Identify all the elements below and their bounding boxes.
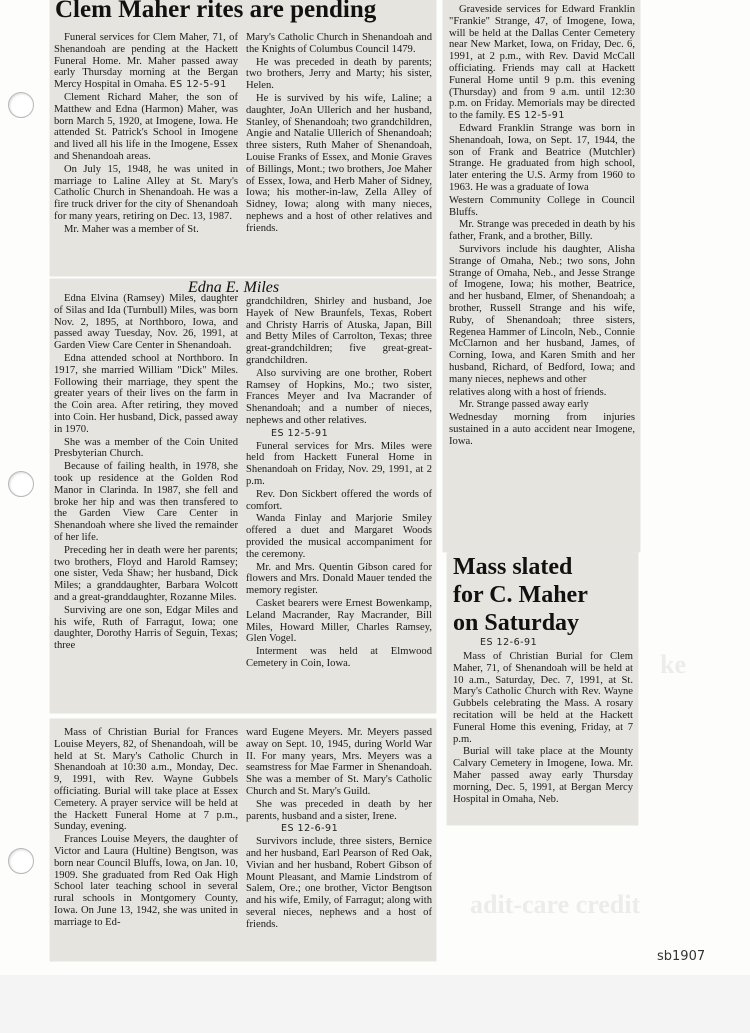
paragraph: Edna Elvina (Ramsey) Miles, daughter of Silas and Ida (Turnbull) Miles, was born Nov. 2, 1895, at Northboro, Iowa, and passed away Tuesday, Nov. 26, 1991, at Garden View Care Center in Shenandoah. (54, 293, 238, 352)
clipping-clem-maher-rites (50, 0, 436, 276)
paragraph: Casket bearers were Ernest Bowenkamp, Leland Macrander, Ray Macrander, Bill Miles, Howard Miller, Charles Ramsey, Glen Vogel. (246, 597, 432, 645)
handwritten-date-note-row (246, 428, 432, 440)
paragraph: She was preceded in death by her parents, husband and a sister, Irene. (246, 798, 432, 822)
clipping-strange (443, 0, 640, 552)
clipping-edna-miles (50, 279, 436, 713)
edna-column-2 (246, 296, 432, 671)
paragraph: Funeral services for Clem Maher, 71, of Shenandoah are pending at the Hackett Funeral Home. Mr. Maher passed away early Thursday morning at the Bergan Mercy Hospital in Omaha. ES 12-5-91 (54, 32, 238, 91)
paragraph: Funeral services for Mrs. Miles were held from Hackett Funeral Home in Shenandoah on Friday, Nov. 29, 1991, at 2 p.m. (246, 440, 432, 487)
paragraph: Mr. Strange was preceded in death by his father, Frank, and a brother, Billy. (449, 219, 635, 243)
clipping-mass-slated (447, 553, 638, 825)
binder-hole-middle (8, 471, 34, 497)
paragraph: She was a member of the Coin United Presbyterian Church. (54, 436, 238, 460)
paragraph: He was preceded in death by parents; two brothers, Jerry and Marty; his sister, Helen. (246, 56, 432, 92)
paragraph: Mary's Catholic Church in Shenandoah and the Knights of Columbus Council 1479. (246, 32, 432, 55)
handwritten-date-note: ES 12-5-91 (169, 79, 227, 91)
paragraph: Frances Louise Meyers, the daughter of Victor and Laura (Hultine) Bengtson, was born near Council Bluffs, Iowa, on Jan. 10, 1909. She graduated from Red Oak High School later teaching school in several rural schools in Montgomery County, Iowa. On June 13, 1942, she was united in marriage to Ed- (54, 834, 238, 928)
binder-hole-top (8, 92, 34, 118)
handwritten-date-note: ES 12-5-91 (271, 427, 329, 439)
paragraph: Also surviving are one brother, Robert Ramsey of Hopkins, Mo.; two sister, Frances Meyer and Iva Macrander of Shenandoah; and a number of nieces, nephews and other relatives. (246, 367, 432, 426)
bleed-through-text: adit-care credit (470, 890, 641, 919)
headline-clem-maher: Clem Maher rites are pending (55, 0, 377, 23)
paragraph: Wednesday morning from injuries sustained in a auto accident near Imogene, Iowa. (449, 412, 635, 447)
edna-column-1 (54, 293, 238, 653)
paragraph: Western Community College in Council Bluffs. (449, 194, 635, 218)
paragraph: Graveside services for Edward Franklin "Frankie" Strange, 47, of Imogene, Iowa, will be held at the Dallas Center Cemetery near New Market, Iowa, on Friday, Dec. 6, 1991, at 2 p.m., with Rev. David McCall officiating. Friends may call at Hackett Funeral Home until 9 p.m. this evening (Thursday) and from 9 a.m. until 12:30 p.m. on Friday. Memorials may be directed to the family. ES 12-5-91 (449, 4, 635, 122)
clem-maher-column-2 (246, 32, 432, 236)
paragraph: Wanda Finlay and Marjorie Smiley offered a duet and Margaret Woods provided the musical accompaniment for the ceremony. (246, 513, 432, 560)
headline-line: for C. Maher (453, 582, 588, 608)
headline-mass-slated (453, 553, 588, 637)
page-id-handwritten: sb1907 (657, 949, 706, 964)
paragraph: He is survived by his wife, Laline; a daughter, JoAn Ullerich and her husband, Stanley, of Shenandoah; two grandchildren, Angie and Natalie Ullerich of Shenandoah; three sisters, Ruth Maher of Shenandoah, Louise Franks of Essex, and Monie Graves of Billings, Mont.; two brothers, Joe Maher of Essex, Iowa, and Herb Maher of Sidney, Iowa; his mother-in-law, Zella Alley of Sidney, Iowa; along with many nieces, nephews and a host of other relatives and friends. (246, 92, 432, 234)
paragraph: Clement Richard Maher, the son of Matthew and Edna (Harmon) Maher, was born March 5, 1920, at Imogene, Iowa. He attended St. Patrick's School in Imogene and lived all his life in the Imogene, Essex and Shenandoah areas. (54, 91, 238, 162)
paragraph: Survivors include, three sisters, Bernice and her husband, Earl Pearson of Red Oak, Vivian and her husband, Robert Gibson of Mount Pleasant, and Mamie Lindstrom of Salem, Ore.; one brother, Victor Bengtson and his wife, Emily, of Farragut; along with several nieces, nephews and a host of friends. (246, 836, 432, 930)
paragraph: relatives along with a host of friends. (449, 386, 607, 398)
bleed-through-text: ke (660, 650, 686, 679)
handwritten-date-note: ES 12-6-91 (480, 637, 538, 648)
paragraph: Mr. and Mrs. Quentin Gibson cared for flowers and Mrs. Donald Mauer tended the memory register. (246, 561, 432, 597)
paragraph: On July 15, 1948, he was united in marriage to Laline Alley at St. Mary's Catholic Church in Shenandoah. He was a fire truck driver for the city of Shenandoah for many years, retiring on Dec. 13, 1987. (54, 163, 238, 222)
strange-column (449, 4, 635, 448)
paragraph: Mr. Strange passed away early (459, 399, 589, 411)
handwritten-date-note: ES 12-6-91 (281, 823, 339, 835)
paragraph: Survivors include his daughter, Alisha Strange of Omaha, Neb.; two sons, John Strange of Omaha, Neb., and Jesse Strange of Imogene, Iowa; his mother, Beatrice, and her husband, Elmer, of Shenandoah; a brother, Russell Strange and his wife, Ruby, of Shenandoah; three sisters, Regenea Hammer of Lincoln, Neb., Connie McClarnon and her husband, James, of Corning, Iowa, and Karen Smith and her husband, Richard, of Bedford, Iowa; and many nieces, nephews and other (449, 243, 635, 385)
binder-hole-bottom (8, 848, 34, 874)
paragraph: Mass of Christian Burial for Clem Maher, 71, of Shenandoah will be held at 10 a.m., Saturday, Dec. 7, 1991, at St. Mary's Catholic Church with Rev. Wayne Gubbels celebrating the Mass. A rosary recitation will be held at the Hackett Funeral Home this evening, Friday, at 7 p.m. (453, 651, 633, 745)
meyers-column-2 (246, 727, 432, 932)
paragraph: Edna attended school at Northboro. In 1917, she married William "Dick" Miles. Following their marriage, they spent the greater years of their lives on the farm in the Coin area. After retiring, they moved into Coin. Her husband, Dick, passed away in 1970. (54, 352, 238, 435)
paragraph: ward Eugene Meyers. Mr. Meyers passed away on Sept. 10, 1945, during World War II. For many years, Mrs. Meyers was a seamstress for Mae Farmer in Shenandoah. She was a member of St. Mary's Catholic Church and St. Mary's Guild. (246, 727, 432, 797)
scan-bottom-margin (0, 975, 750, 1033)
paragraph: Preceding her in death were her parents; two brothers, Floyd and Harold Ramsey; one sister, Veda Shaw; her husband, Dick Miles; a granddaughter, Barbara Wolcott and a great-granddaughter, Rozanne Miles. (54, 544, 238, 603)
paragraph: Rev. Don Sickbert offered the words of comfort. (246, 488, 432, 512)
meyers-column-1 (54, 727, 238, 930)
clipping-meyers (50, 719, 436, 961)
mass-column (453, 651, 633, 806)
paragraph: Interment was held at Elmwood Cemetery in Coin, Iowa. (246, 646, 432, 669)
paragraph: Edward Franklin Strange was born in Shenandoah, Iowa, on Sept. 17, 1944, the son of Frank and Beatrice (Mutchler) Strange. He graduated from high school, later entering the U.S. Army from 1960 to 1963. He was a graduate of Iowa (449, 122, 635, 193)
clem-maher-column-1 (54, 32, 238, 237)
paragraph: grandchildren, Shirley and husband, Joe Hayek of New Braunfels, Texas, Robert and Christy Harris of Atuska, Japan, Bill and Betty Miles of Carrolton, Texas; three great-grandchildren; five great-great-grandchildren. (246, 296, 432, 366)
headline-line: on Saturday (453, 610, 580, 636)
paragraph: Mr. Maher was a member of St. (64, 223, 199, 235)
handwritten-date-note-row (246, 823, 432, 835)
paragraph: Burial will take place at the Mounty Calvary Cemetery in Imogene, Iowa. Mr. Maher passed away early Thursday morning, Dec. 5, 1991, at Bergan Mercy Hospital in Omaha, Neb. (453, 746, 633, 805)
paragraph: Mass of Christian Burial for Frances Louise Meyers, 82, of Shenandoah, will be held at St. Mary's Catholic Church in Shenandoah at 10:30 a.m., Monday, Dec. 9, 1991, with Rev. Wayne Gubbels officiating. Burial will take place at Essex Cemetery. A prayer service will be held at the Hackett Funeral Home at 7 p.m., Sunday, evening. (54, 727, 238, 833)
paragraph: Surviving are one son, Edgar Miles and his wife, Ruth of Farragut, Iowa; one daughter, Dorothy Harris of Seguin, Texas; three (54, 604, 238, 652)
paragraph: Because of failing health, in 1978, she took up residence at the Golden Rod Manor in Clarinda. In 1987, she fell and broke her hip and was then transfered to the Garden View Care Center in Shenandoah where she lived the remainder of her life. (54, 461, 238, 543)
headline-line: Mass slated (453, 554, 573, 580)
headline-edna-miles: Edna E. Miles (188, 279, 280, 296)
handwritten-date-note: ES 12-5-91 (507, 110, 565, 122)
